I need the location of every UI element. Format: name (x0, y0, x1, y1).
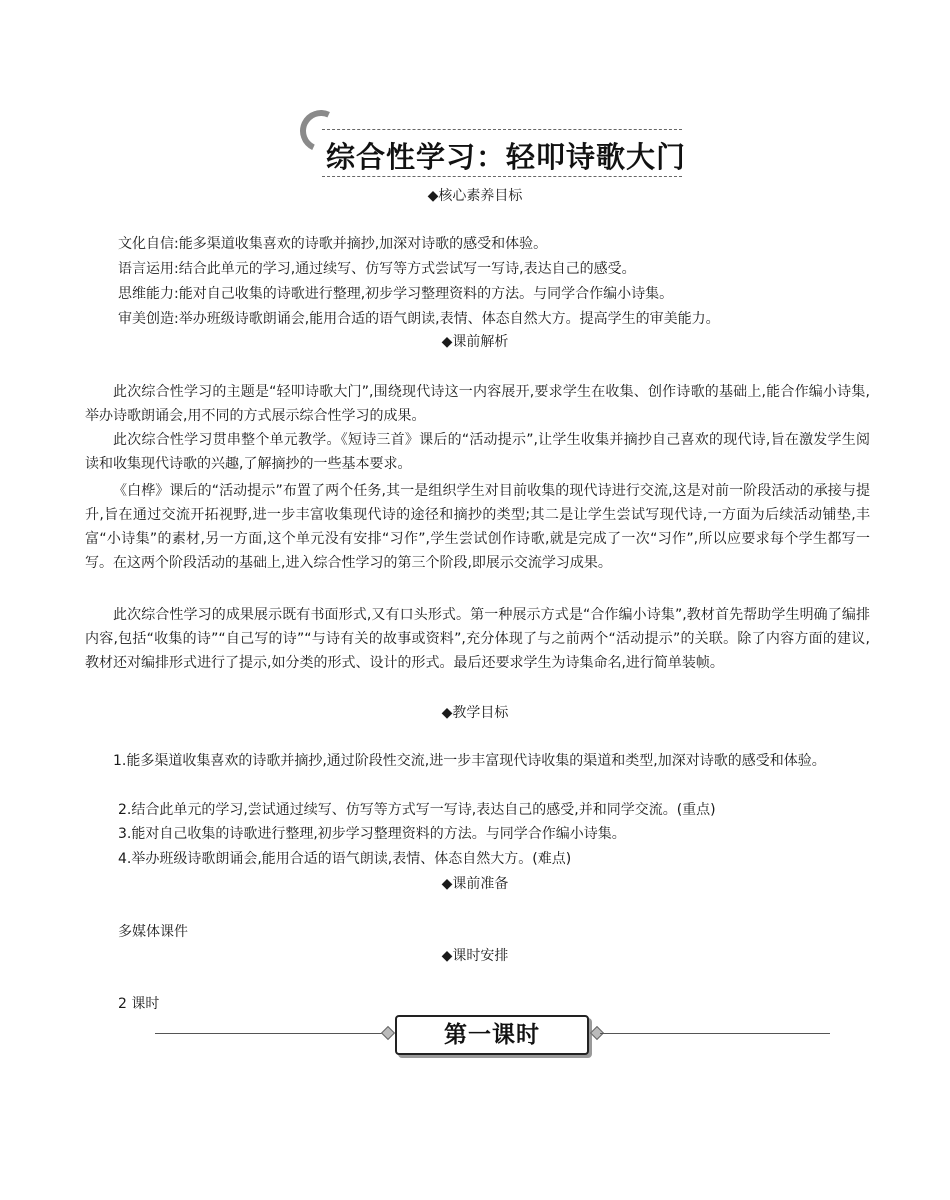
core-goal-item: 思维能力:能对自己收集的诗歌进行整理,初步学习整理资料的方法。与同学合作编小诗集。 (118, 286, 674, 302)
title-block (300, 108, 690, 183)
title-dashed-rule-top (322, 129, 682, 130)
lesson-banner (155, 1012, 830, 1056)
banner-diamond-left (381, 1026, 395, 1040)
section-heading-teaching-goals: ◆教学目标 (441, 705, 509, 721)
core-goal-item: 语言运用:结合此单元的学习,通过续写、仿写等方式尝试写一写诗,表达自己的感受。 (118, 261, 636, 277)
preparation-text: 多媒体课件 (118, 924, 188, 940)
section-heading-preparation: ◆课前准备 (441, 876, 509, 892)
analysis-paragraph: 此次综合性学习的成果展示既有书面形式,又有口头形式。第一种展示方式是“合作编小诗集”,教材首先帮助学生明确了编排内容,包括“收集的诗”“自己写的诗”“与诗有关的故事或资料”,充分体现了与之前两个“活动提示”的关联。除了内容方面的建议,教材还对编排形式进行了提示,如分类的形式、设计的形式。最后还要求学生为诗集命名,进行简单装帧。 (85, 607, 870, 671)
core-goal-item: 审美创造:举办班级诗歌朗诵会,能用合适的语气朗读,表情、体态自然大方。提高学生的审美能力。 (118, 311, 720, 327)
section-heading-core-goals: ◆核心素养目标 (427, 188, 523, 204)
banner-rule-left (155, 1033, 385, 1034)
section-heading-schedule: ◆课时安排 (441, 948, 509, 964)
title-dashed-rule-bottom (322, 176, 682, 177)
lesson-banner-label: 第一课时 (395, 1015, 589, 1055)
page-title: 综合性学习：轻叩诗歌大门 (326, 140, 687, 174)
core-goal-item: 文化自信:能多渠道收集喜欢的诗歌并摘抄,加深对诗歌的感受和体验。 (118, 236, 548, 252)
analysis-paragraph: 《白桦》课后的“活动提示”布置了两个任务,其一是组织学生对目前收集的现代诗进行交流,这是对前一阶段活动的承接与提升,旨在通过交流开拓视野,进一步丰富收集现代诗的途径和摘抄的类型;其二是让学生尝试写现代诗,一方面为后续活动铺垫,丰富“小诗集”的素材,另一方面,这个单元没有安排“习作”,学生尝试创作诗歌,就是完成了一次“习作”,所以应要求每个学生都写一写。在这两个阶段活动的基础上,进入综合性学习的第三个阶段,即展示交流学习成果。 (85, 483, 870, 571)
section-heading-pre-analysis: ◆课前解析 (441, 334, 509, 350)
analysis-paragraph: 此次综合性学习的主题是“轻叩诗歌大门”,围绕现代诗这一内容展开,要求学生在收集、创作诗歌的基础上,能合作编小诗集,举办诗歌朗诵会,用不同的方式展示综合性学习的成果。 (85, 384, 870, 424)
teaching-goal-item: 3.能对自己收集的诗歌进行整理,初步学习整理资料的方法。与同学合作编小诗集。 (118, 826, 626, 842)
banner-rule-right (600, 1033, 830, 1034)
teaching-goal-item: 2.结合此单元的学习,尝试通过续写、仿写等方式写一写诗,表达自己的感受,并和同学交流。(重点) (118, 802, 716, 818)
teaching-goal-item: 1.能多渠道收集喜欢的诗歌并摘抄,通过阶段性交流,进一步丰富现代诗收集的渠道和类型,加深对诗歌的感受和体验。 (113, 753, 826, 769)
teaching-goal-item: 4.举办班级诗歌朗诵会,能用合适的语气朗读,表情、体态自然大方。(难点) (118, 851, 572, 867)
analysis-paragraph: 此次综合性学习贯串整个单元教学。《短诗三首》课后的“活动提示”,让学生收集并摘抄自己喜欢的现代诗,旨在激发学生阅读和收集现代诗歌的兴趣,了解摘抄的一些基本要求。 (85, 432, 870, 472)
schedule-text: 2 课时 (118, 996, 160, 1012)
